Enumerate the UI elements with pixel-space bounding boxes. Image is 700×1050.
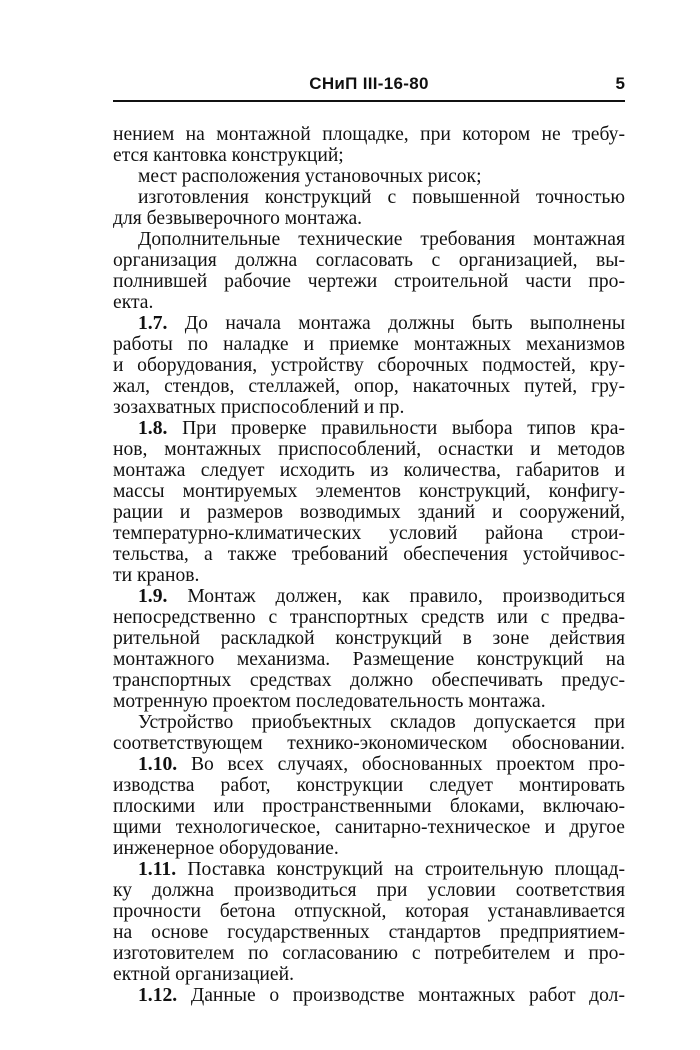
text-line — [113, 481, 625, 502]
document-code: СНиП III-16-80 — [309, 74, 429, 93]
text-line — [113, 901, 625, 922]
clause-number: 1.9. — [138, 586, 168, 607]
line-text: плоскими или пространственными блоками, включаю- — [113, 796, 625, 817]
clause-number: 1.8. — [138, 418, 168, 439]
text-line — [113, 796, 625, 817]
clause-start-line — [113, 859, 625, 880]
line-text: При проверке правильности выбора типов кра- — [182, 418, 625, 439]
line-text: изготовителем по согласованию с потребителем и про- — [113, 943, 625, 964]
text-line — [113, 166, 625, 187]
line-text: мест расположения установочных рисок; — [138, 166, 482, 187]
line-text: непосредственно с транспортных средств или с предва- — [113, 607, 625, 628]
text-line — [113, 502, 625, 523]
text-line — [113, 250, 625, 271]
line-text: полнившей рабочие чертежи строительной части про- — [113, 271, 625, 292]
line-text: нов, монтажных приспособлений, оснастки и методов — [113, 439, 625, 460]
text-line — [113, 943, 625, 964]
line-text: До начала монтажа должны быть выполнены — [184, 313, 625, 334]
text-line — [113, 565, 625, 586]
text-line — [113, 691, 625, 712]
body-text — [113, 124, 625, 1006]
text-line — [113, 355, 625, 376]
line-text: мотренную проектом последовательность монтажа. — [113, 691, 546, 712]
text-line — [113, 607, 625, 628]
line-text: для безвыверочного монтажа. — [113, 208, 363, 229]
text-line — [113, 208, 625, 229]
line-text: Монтаж должен, как правило, производиться — [187, 586, 625, 607]
line-text: массы монтируемых элементов конструкций, конфигу- — [113, 481, 625, 502]
text-line — [113, 292, 625, 313]
text-line — [113, 187, 625, 208]
text-line — [113, 376, 625, 397]
line-text: прочности бетона отпускной, которая устанавливается — [113, 901, 625, 922]
text-line — [113, 523, 625, 544]
line-text: соответствующем технико-экономическом обосновании. — [113, 733, 625, 754]
text-line — [113, 880, 625, 901]
running-header — [113, 72, 625, 102]
line-text: тельства, а также требований обеспечения устойчивос- — [113, 544, 625, 565]
line-text: на основе государственных стандартов предприятием- — [113, 922, 625, 943]
line-text: Устройство приобъектных складов допускается при — [138, 712, 625, 733]
line-text: ектной организацией. — [113, 964, 294, 985]
text-line — [113, 124, 625, 145]
line-text: температурно-климатических условий района строи- — [113, 523, 625, 544]
clause-number: 1.10. — [138, 754, 178, 775]
text-line — [113, 964, 625, 985]
clause-start-line — [113, 754, 625, 775]
line-text: щими технологическое, санитарно-техническое и другое — [113, 817, 625, 838]
page-number: 5 — [615, 74, 625, 93]
text-line — [113, 922, 625, 943]
clause-start-line — [113, 985, 625, 1006]
line-text: и оборудования, устройству сборочных подмостей, кру- — [113, 355, 625, 376]
line-text: зозахватных приспособлений и пр. — [113, 397, 405, 418]
text-line — [113, 838, 625, 859]
text-line — [113, 544, 625, 565]
text-line — [113, 439, 625, 460]
clause-number: 1.7. — [138, 313, 168, 334]
clause-start-line — [113, 313, 625, 334]
text-line — [113, 712, 625, 733]
clause-start-line — [113, 586, 625, 607]
line-text: ти кранов. — [113, 565, 200, 586]
line-text: работы по наладке и приемке монтажных механизмов — [113, 334, 625, 355]
text-line — [113, 229, 625, 250]
text-line — [113, 733, 625, 754]
line-text: Дополнительные технические требования монтажная — [138, 229, 625, 250]
line-text: транспортных средствах должно обеспечивать предус- — [113, 670, 625, 691]
text-line — [113, 460, 625, 481]
line-text: изготовления конструкций с повышенной точностью — [138, 187, 625, 208]
clause-start-line — [113, 418, 625, 439]
text-line — [113, 271, 625, 292]
line-text: изводства работ, конструкции следует монтировать — [113, 775, 625, 796]
line-text: жал, стендов, стеллажей, опор, накаточных путей, гру- — [113, 376, 625, 397]
line-text: монтажного механизма. Размещение конструкций на — [113, 649, 625, 670]
line-text: екта. — [113, 292, 154, 313]
text-line — [113, 817, 625, 838]
text-line — [113, 670, 625, 691]
text-line — [113, 775, 625, 796]
line-text: Данные о производстве монтажных работ дол- — [190, 985, 625, 1006]
line-text: нением на монтажной площадке, при котором не требу- — [113, 124, 625, 145]
line-text: ку должна производиться при условии соответствия — [113, 880, 625, 901]
text-line — [113, 649, 625, 670]
line-text: монтажа следует исходить из количества, габаритов и — [113, 460, 625, 481]
line-text: инженерное оборудование. — [113, 838, 339, 859]
text-line — [113, 334, 625, 355]
line-text: организация должна согласовать с организацией, вы- — [113, 250, 625, 271]
text-line — [113, 145, 625, 166]
line-text: Во всех случаях, обоснованных проектом про- — [190, 754, 625, 775]
line-text: рительной раскладкой конструкций в зоне действия — [113, 628, 625, 649]
clause-number: 1.11. — [138, 859, 177, 880]
text-line — [113, 628, 625, 649]
clause-number: 1.12. — [138, 985, 178, 1006]
line-text: ется кантовка конструкций; — [113, 145, 344, 166]
line-text: рации и размеров возводимых зданий и сооружений, — [113, 502, 625, 523]
line-text: Поставка конструкций на строительную площад- — [187, 859, 625, 880]
text-line — [113, 397, 625, 418]
